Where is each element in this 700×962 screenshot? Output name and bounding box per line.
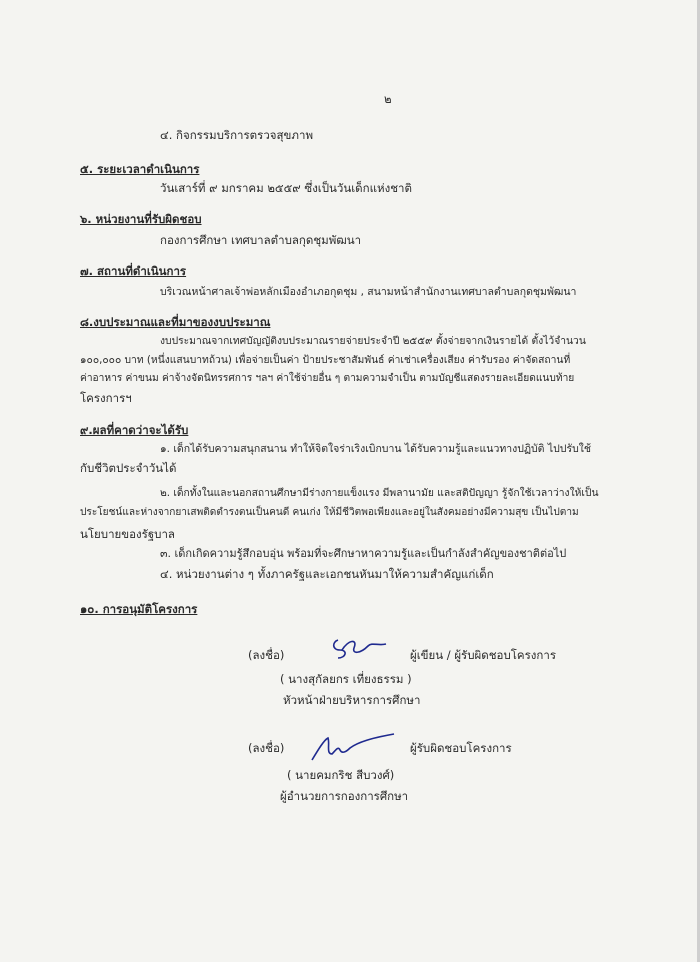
signature-2-scribble [306, 730, 398, 766]
section-9-item-2b: ประโยชน์และห่างจากยาเสพติดตำรงตนเป็นคนดี คนเก่ง ให้มีชีวิตพอเพียงและอยู่ในสังคมอย่างมีความสุข เป็นไปตาม [80, 507, 579, 518]
section-9-item-4: ๔. หน่วยงานต่าง ๆ ทั้งภาครัฐและเอกชนหันมาให้ความสำคัญแก่เด็ก [160, 567, 494, 581]
signature-2-label: (ลงชื่อ) [248, 741, 285, 755]
section-9-item-2a: ๒. เด็กทั้งในและนอกสถานศึกษามีร่างกายแข็งแรง มีพลานามัย และสติปัญญา รู้จักใช้เวลาว่างให้เป็น [160, 487, 599, 499]
signature-1-role: ผู้เขียน / ผู้รับผิดชอบโครงการ [410, 648, 557, 662]
section-7-heading: ๗. สถานที่ดำเนินการ [80, 264, 187, 278]
signature-1-label: (ลงชื่อ) [248, 648, 285, 662]
section-10-heading: ๑๐. การอนุมัติโครงการ [80, 602, 198, 616]
section-8-line-4: โครงการฯ [80, 391, 132, 405]
signature-2-position: ผู้อำนวยการกองการศึกษา [280, 789, 409, 803]
section-8-line-1: งบประมาณจากเทศบัญญัติงบประมาณรายจ่ายประจำปี ๒๕๕๙ ตั้งจ่ายจากเงินรายได้ ตั้งไว้จำนวน [160, 335, 586, 347]
section-8-line-2: ๑๐๐,๐๐๐ บาท (หนึ่งแสนบาทถ้วน) เพื่อจ่ายเป็นค่า ป้ายประชาสัมพันธ์ ค่าเช่าเครื่องเสียง ค่ารับรอง ค่าจัดสถานที่ [80, 354, 571, 366]
section-6-body: กองการศึกษา เทศบาลตำบลกุดชุมพัฒนา [160, 233, 362, 247]
page-number: ๒ [384, 92, 392, 106]
signature-2-role: ผู้รับผิดชอบโครงการ [410, 741, 512, 755]
section-7-body: บริเวณหน้าศาลเจ้าพ่อหลักเมืองอำเภอกุดชุม , สนามหน้าสำนักงานเทศบาลตำบลกุดชุมพัฒนา [160, 286, 577, 298]
signature-1-position: หัวหน้าฝ่ายบริหารการศึกษา [283, 693, 421, 707]
section-5-body: วันเสาร์ที่ ๙ มกราคม ๒๕๕๙ ซึ่งเป็นวันเด็กแห่งชาติ [160, 181, 412, 195]
signature-1-scribble [328, 632, 390, 664]
activity-item-4: ๔. กิจกรรมบริการตรวจสุขภาพ [160, 128, 314, 142]
section-5-heading: ๕. ระยะเวลาดำเนินการ [80, 162, 200, 176]
section-8-heading: ๘.งบประมาณและที่มาของงบประมาณ [80, 315, 271, 329]
section-6-heading: ๖. หน่วยงานที่รับผิดชอบ [80, 212, 202, 226]
signature-1-name: ( นางสุกัลยกร เที่ยงธรรม ) [280, 672, 412, 686]
section-9-heading: ๙.ผลที่คาดว่าจะได้รับ [80, 423, 189, 437]
section-9-item-2c: นโยบายของรัฐบาล [80, 527, 175, 541]
section-9-item-1a: ๑. เด็กได้รับความสนุกสนาน ทำให้จิตใจร่าเริงเบิกบาน ได้รับความรู้และแนวทางปฏิบัติ ไปปรับใช้ [160, 443, 591, 455]
signature-2-name: ( นายคมกริช สีบวงศ์) [287, 768, 395, 782]
section-9-item-3: ๓. เด็กเกิดความรู้สึกอบอุ่น พร้อมที่จะศึกษาหาความรู้และเป็นกำลังสำคัญของชาติต่อไป [160, 547, 567, 560]
section-8-line-3: ค่าอาหาร ค่าขนม ค่าจ้างจัดนิทรรศการ ฯลฯ ค่าใช้จ่ายอื่น ๆ ตามความจำเป็น ตามบัญชีแสดงรายละเอียดแนบท้าย [80, 373, 575, 384]
section-9-item-1b: กับชีวิตประจำวันได้ [80, 461, 177, 475]
